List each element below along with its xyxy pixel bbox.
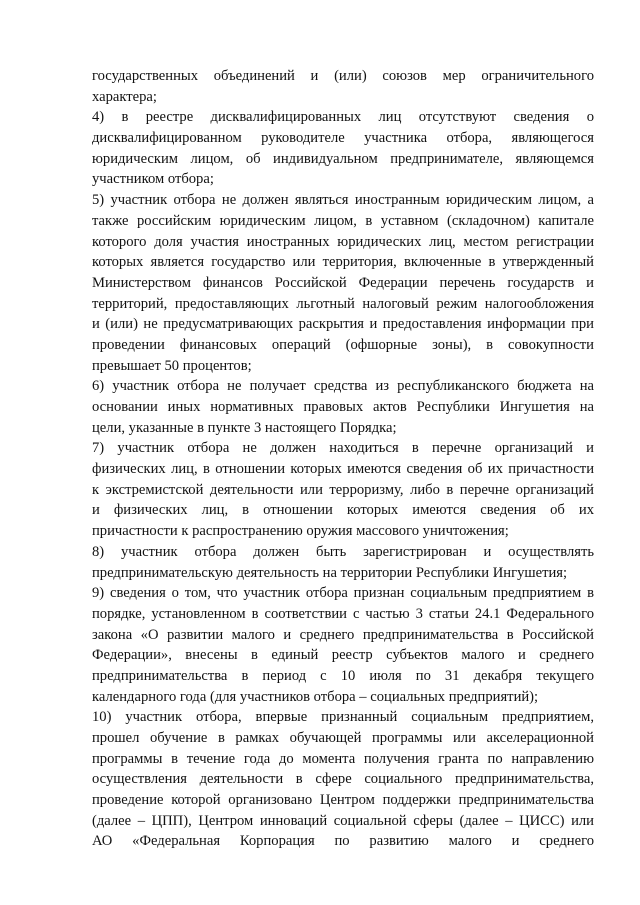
text-line: участником отбора; [92, 171, 214, 188]
text-line: прошел обучение в рамках обучающей программы или акселерационной [92, 730, 594, 746]
text-line: и (или) не предусматривающих раскрытия и предоставления информации при [92, 316, 594, 333]
text-line: превышает 50 процентов; [92, 357, 252, 374]
text-line: Министерством финансов Российской Федерации перечень государств и [92, 274, 594, 291]
text-line: также российским юридическим лицом, в уставном (складочном) капитале [92, 212, 594, 229]
text-line: к экстремистской деятельности или терроризму, либо в перечне организаций [92, 481, 594, 498]
text-line: характера; [92, 88, 157, 105]
text-line: основании иных нормативных правовых актов Республики Ингушетия на [92, 399, 594, 415]
text-line: 5) участник отбора не должен являться иностранным юридическим лицом, а [92, 192, 594, 209]
text-line: АО «Федеральная Корпорация по развитию малого и среднего [92, 833, 594, 850]
text-line: календарного года (для участников отбора – социальных предприятий); [92, 688, 539, 705]
text-line: государственных объединений и (или) союзов мер ограничительного [92, 68, 594, 84]
text-line: физических лиц, в отношении которых имеются сведения об их причастности [92, 461, 594, 478]
text-line: порядке, установленном в соответствии с частью 3 статьи 24.1 Федерального [92, 605, 594, 622]
text-line: дисквалифицированном руководителе участника отбора, являющегося [92, 130, 594, 147]
text-line: 4) в реестре дисквалифицированных лиц отсутствуют сведения о [92, 109, 594, 126]
text-line: причастности к распространению оружия массового уничтожения; [92, 523, 509, 540]
text-line: проведение которой организовано Центром поддержки предпринимательства [92, 792, 594, 809]
text-line: и физических лиц, в отношении которых имеются сведения об их [92, 502, 594, 519]
text-line: юридическим лицом, об индивидуальном предпринимателе, являющемся [92, 150, 594, 167]
document-page [92, 66, 594, 852]
text-line: которых является государство или территория, включенные в утвержденный [92, 254, 594, 271]
text-line: 7) участник отбора не должен находиться в перечне организаций и [92, 440, 594, 457]
text-line: 8) участник отбора должен быть зарегистрирован и осуществлять [92, 543, 594, 560]
text-line: 6) участник отбора не получает средства из республиканского бюджета на [92, 378, 594, 395]
text-line: 10) участник отбора, впервые признанный социальным предприятием, [92, 709, 594, 726]
text-line: закона «О развитии малого и среднего предпринимательства в Российской [92, 626, 594, 643]
text-line: которого доля участия иностранных юридических лиц, местом регистрации [92, 233, 594, 250]
text-line: цели, указанные в пункте 3 настоящего Порядка; [92, 419, 397, 436]
text-line: предпринимательскую деятельность на территории Республики Ингушетия; [92, 564, 568, 581]
text-line: 9) сведения о том, что участник отбора признан социальным предприятием в [92, 585, 594, 602]
text-line: территорий, предоставляющих льготный налоговый режим налогообложения [92, 295, 594, 312]
text-line: осуществления деятельности в сфере социального предпринимательства, [92, 771, 594, 788]
text-line: (далее – ЦПП), Центром инноваций социальной сферы (далее – ЦИСС) или [92, 812, 594, 829]
text-line: Федерации», внесены в единый реестр субъектов малого и среднего [92, 647, 594, 664]
text-line: программы в течение года до момента получения гранта по направлению [92, 750, 594, 767]
text-line: проведении финансовых операций (офшорные зоны), в совокупности [92, 336, 594, 353]
text-line: предпринимательства в период с 10 июля по 31 декабря текущего [92, 667, 594, 684]
